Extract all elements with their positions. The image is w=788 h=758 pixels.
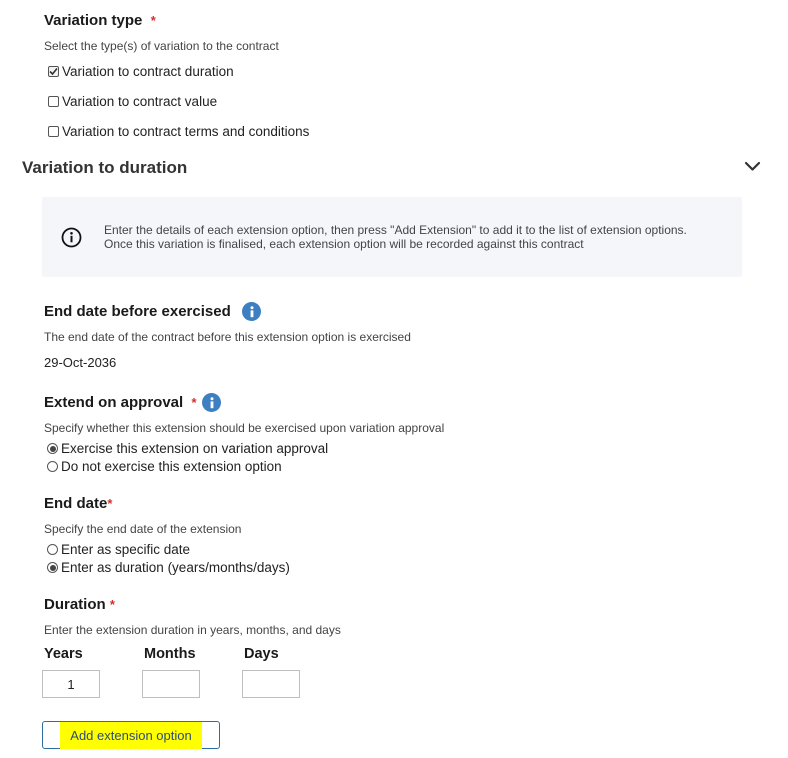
end-date-before-help: The end date of the contract before this extension option is exercised [44, 330, 411, 344]
extend-on-approval-help: Specify whether this extension should be exercised upon variation approval [44, 421, 445, 435]
variation-type-help: Select the type(s) of variation to the contract [44, 39, 279, 53]
radio-duration[interactable] [47, 560, 290, 575]
notice-line-1: Enter the details of each extension option, then press "Add Extension" to add it to the list of extension options. [104, 223, 687, 237]
section-title: Variation to duration [22, 158, 188, 177]
chevron-down-icon[interactable] [744, 160, 761, 178]
info-icon[interactable] [202, 393, 221, 412]
option-label: Variation to contract duration [62, 64, 234, 79]
required-mark: * [107, 496, 113, 511]
add-extension-option-button[interactable] [42, 721, 220, 749]
info-circle-icon [61, 227, 82, 253]
duration-help: Enter the extension duration in years, months, and days [44, 623, 341, 637]
option-contract-terms[interactable] [48, 124, 309, 139]
months-label: Months [144, 646, 196, 662]
option-label: Enter as duration (years/months/days) [61, 560, 290, 575]
notice-line-2: Once this variation is finalised, each extension option will be recorded against this contract [104, 237, 584, 251]
extend-on-approval-label: Extend on approval * [44, 394, 197, 411]
option-contract-value[interactable] [48, 94, 217, 109]
checkbox-icon[interactable] [48, 126, 59, 137]
radio-do-not-exercise[interactable] [47, 459, 282, 474]
days-input[interactable] [242, 670, 300, 698]
radio-specific-date[interactable] [47, 542, 190, 557]
end-date-help: Specify the end date of the extension [44, 522, 242, 536]
checkbox-icon[interactable] [48, 96, 59, 107]
option-label: Variation to contract value [62, 94, 218, 109]
end-date-label: End date* [44, 495, 113, 512]
radio-exercise-on-approval[interactable] [47, 441, 328, 456]
days-label: Days [244, 646, 279, 662]
variation-type-label: Variation type * [44, 12, 156, 29]
radio-icon[interactable] [47, 544, 58, 555]
option-label: Exercise this extension on variation approval [61, 441, 329, 456]
end-date-before-value: 29-Oct-2036 [44, 355, 117, 370]
option-label: Do not exercise this extension option [61, 459, 282, 474]
add-extension-option-label: Add extension option [60, 722, 201, 749]
radio-selected-icon[interactable] [47, 443, 58, 454]
required-mark: * [150, 13, 156, 28]
checkbox-checked-icon[interactable] [48, 66, 59, 77]
duration-label: Duration * [44, 596, 115, 613]
years-input[interactable] [42, 670, 100, 698]
info-icon[interactable] [242, 302, 261, 321]
months-input[interactable] [142, 670, 200, 698]
years-label: Years [44, 646, 83, 662]
required-mark: * [109, 597, 115, 612]
option-label: Enter as specific date [61, 542, 191, 557]
radio-icon[interactable] [47, 461, 58, 472]
radio-selected-icon[interactable] [47, 562, 58, 573]
required-mark: * [191, 395, 197, 410]
end-date-before-label: End date before exercised [44, 303, 231, 320]
option-label: Variation to contract terms and conditions [62, 124, 310, 139]
option-contract-duration[interactable] [48, 64, 234, 79]
